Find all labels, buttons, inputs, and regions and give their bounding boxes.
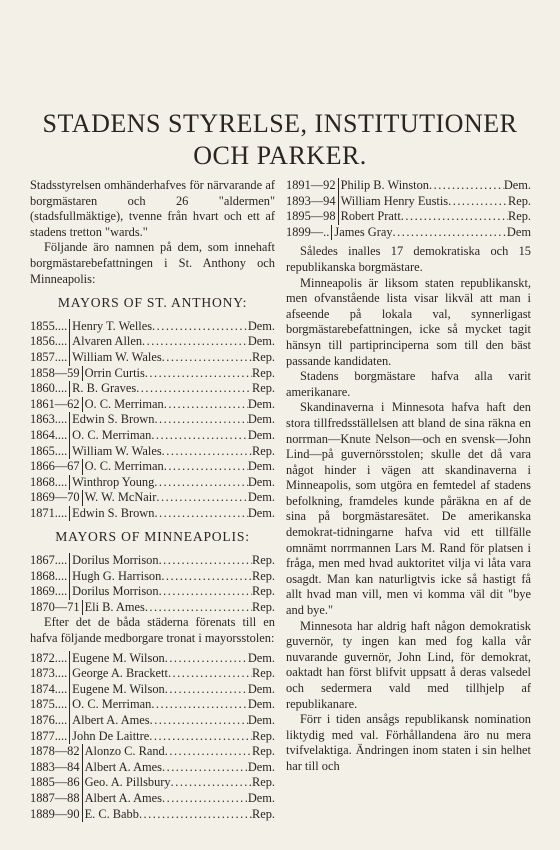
mayor-name: William W. Wales	[72, 443, 162, 458]
mayor-name: Henry T. Welles	[72, 318, 153, 333]
paragraph-americans: Stadens borgmästare hafva alla varit amerikanare.	[286, 369, 531, 399]
leader-dots	[149, 729, 252, 745]
mayor-party: Dem.	[247, 505, 275, 520]
leader-dots	[393, 225, 507, 241]
recent-mayor-list	[286, 178, 531, 240]
mayor-party: Dem.	[247, 459, 275, 474]
mayor-year: 1866—67	[30, 459, 80, 474]
mayor-name: Hugh G. Harrison	[72, 568, 162, 583]
mayor-year: 1893—94	[286, 193, 336, 208]
leader-dots	[429, 178, 504, 194]
paragraph-nomination: Förr i tiden ansågs republikansk nomination liktydig med val. Förhållandena äro nu mera tvifvelaktiga. Ändringen inom staten i sin helhet har till och	[286, 712, 531, 773]
leader-dots	[152, 319, 248, 335]
leader-dots	[162, 350, 252, 366]
mayor-row	[30, 381, 275, 397]
mayor-year: 1865....	[30, 443, 68, 458]
mayor-row	[30, 584, 275, 600]
mayor-year: 1891—92	[286, 178, 336, 192]
mayor-row	[30, 775, 275, 791]
mayor-name: Eugene M. Wilson	[72, 681, 165, 696]
mayor-year: 1868....	[30, 568, 68, 583]
mayor-year: 1895—98	[286, 209, 336, 224]
mayor-year: 1877....	[30, 728, 68, 743]
mayor-row	[30, 334, 275, 350]
mayor-row	[286, 225, 531, 241]
mayor-year: 1889—90	[30, 806, 80, 821]
mayor-row	[30, 490, 275, 506]
mayor-name: O. C. Merriman	[84, 459, 164, 474]
mayor-row	[30, 553, 275, 569]
leader-dots	[165, 682, 248, 698]
mayor-row	[286, 209, 531, 225]
mayor-name: Albert A. Ames	[72, 713, 150, 727]
mayor-name: John De Laittre	[72, 728, 150, 743]
mayor-year: 1863....	[30, 412, 68, 427]
mayor-name: E. C. Babb	[84, 806, 139, 821]
mayor-row	[30, 651, 275, 667]
mayor-year: 1876....	[30, 713, 68, 727]
mayor-party: Dem.	[247, 697, 275, 712]
mayor-row	[30, 397, 275, 413]
leader-dots	[401, 209, 508, 225]
mayor-name: O. C. Merriman	[84, 396, 164, 411]
mayor-name: George A. Brackett	[72, 666, 168, 681]
leader-dots	[154, 412, 247, 428]
mayor-row	[30, 744, 275, 760]
leader-dots	[164, 459, 248, 475]
mayor-year: 1875....	[30, 697, 68, 712]
mayor-party: Rep.	[251, 568, 275, 583]
mayor-name: Geo. A. Pillsbury	[84, 775, 171, 790]
mayor-row	[30, 729, 275, 745]
mayor-party: Rep.	[251, 666, 275, 681]
leader-dots	[142, 334, 248, 350]
minneapolis-heading: MAYORS OF MINNEAPOLIS:	[55, 529, 250, 545]
mayor-year: 1857....	[30, 349, 68, 364]
mayor-name: Albert A. Ames	[84, 790, 162, 805]
left-column	[30, 178, 275, 822]
mayor-row	[30, 428, 275, 444]
mayor-party: Dem.	[247, 681, 275, 696]
mayor-row	[286, 194, 531, 210]
mayor-row	[30, 475, 275, 491]
mayor-row	[30, 412, 275, 428]
mayor-year: 1899—..	[286, 224, 330, 239]
mayor-year: 1867....	[30, 553, 68, 568]
leader-dots	[162, 791, 248, 807]
leader-dots	[448, 194, 508, 210]
mayor-party: Dem.	[247, 490, 275, 505]
mayor-party: Rep.	[251, 349, 275, 364]
mayor-row	[30, 459, 275, 475]
mayor-party: Rep.	[251, 775, 275, 790]
mayor-year: 1868....	[30, 474, 68, 489]
leader-dots	[161, 569, 252, 585]
leader-dots	[159, 584, 252, 600]
mayor-party: Dem.	[503, 178, 531, 192]
leader-dots	[164, 397, 248, 413]
leader-dots	[156, 490, 247, 506]
mayor-name: Philip B. Winston	[340, 178, 429, 192]
mayor-year: 1885—86	[30, 775, 80, 790]
title-line-1: STADENS STYRELSE, INSTITUTIONER	[42, 109, 518, 138]
mayor-row	[30, 366, 275, 382]
page-title	[0, 108, 560, 172]
mayor-party: Rep.	[251, 381, 275, 396]
leader-dots	[168, 666, 252, 682]
mayor-party: Dem.	[247, 759, 275, 774]
mayor-row	[30, 666, 275, 682]
leader-dots	[145, 600, 252, 616]
mayor-name: Dorilus Morrison	[72, 553, 159, 568]
leader-dots	[150, 713, 248, 729]
mayor-row	[30, 682, 275, 698]
mayor-year: 1869—70	[30, 490, 80, 505]
paragraph-governor: Minnesota har aldrig haft någon demokratisk guvernör, ty ingen kan med fog kalla vår nuvarande guvernör, John Lind, för demokrat, oaktadt han först blifvit uppsatt å deras valsedel och sedermera vald med tillhjelp af republikanare.	[286, 618, 531, 711]
mayor-name: Edwin S. Brown	[72, 412, 155, 427]
paragraph-republican: Minneapolis är liksom staten republikanskt, men ofvanstående lista visar likväl att man i afseende på lokala val, synnerligast borgmästarebefattningen, icke så mycket tagit hänsyn till partiprinciperna som till den bäst passande kandidaten.	[286, 275, 531, 368]
mayor-name: Robert Pratt	[340, 209, 401, 224]
mayor-name: W. W. McNair	[84, 490, 157, 505]
st-anthony-mayor-list	[30, 319, 275, 522]
mayor-name: Alvaren Allen	[72, 334, 143, 349]
mayor-party: Dem.	[247, 713, 275, 727]
mayor-year: 1861—62	[30, 396, 80, 411]
mayor-name: Alonzo C. Rand	[84, 744, 165, 759]
mayor-year: 1883—84	[30, 759, 80, 774]
leader-dots	[151, 697, 247, 713]
leader-dots	[162, 760, 248, 776]
title-line-2: OCH PARKER.	[193, 141, 367, 170]
mayor-year: 1870—71	[30, 599, 80, 614]
intro-paragraph-2: Följande äro namnen på dem, som innehaft borgmästarebefattningen i St. Anthony och Minneapolis:	[30, 240, 275, 286]
mayor-party: Dem.	[247, 427, 275, 442]
mayor-name: William W. Wales	[72, 349, 162, 364]
mayor-party: Rep.	[251, 365, 275, 380]
mayor-party: Dem.	[247, 318, 275, 333]
leader-dots	[154, 506, 247, 522]
leader-dots	[145, 366, 252, 382]
right-column	[286, 178, 531, 775]
leader-dots	[139, 807, 252, 823]
mayor-row	[30, 791, 275, 807]
mayor-party: Dem.	[247, 396, 275, 411]
mayor-year: 1874....	[30, 681, 68, 696]
intro-paragraph-1: Stadsstyrelsen omhänderhafves för närvarande af borgmästaren och 26 "aldermen" (stadsfullmäktige), tvenne från hvart och ett af stadens tretton "wards."	[30, 178, 275, 239]
mayor-party: Rep.	[251, 599, 275, 614]
mayor-party: Rep.	[251, 584, 275, 599]
mayor-year: 1855....	[30, 318, 68, 333]
mayor-name: Eugene M. Wilson	[72, 650, 165, 665]
mayor-name: Winthrop Young	[72, 474, 155, 489]
leader-dots	[151, 428, 247, 444]
mayor-row	[30, 319, 275, 335]
leader-dots	[162, 444, 252, 460]
mayor-row	[30, 697, 275, 713]
mayor-party: Rep.	[507, 209, 531, 224]
mayor-year: 1869....	[30, 584, 68, 599]
leader-dots	[165, 744, 252, 760]
mayor-year: 1856....	[30, 334, 68, 349]
mayor-year: 1864....	[30, 427, 68, 442]
mayor-year: 1887—88	[30, 790, 80, 805]
mayor-name: Albert A. Ames	[84, 759, 162, 774]
leader-dots	[154, 475, 248, 491]
mayor-row	[30, 506, 275, 522]
mayor-name: Eli B. Ames	[84, 599, 145, 614]
mayor-year: 1873....	[30, 666, 68, 681]
mayor-name: Edwin S. Brown	[72, 505, 155, 520]
paragraph-totals: Således inalles 17 demokratiska och 15 republikanska borgmästare.	[286, 244, 531, 274]
mayor-party: Rep.	[251, 553, 275, 568]
mayor-name: O. C. Merriman	[72, 697, 152, 712]
mayor-party: Rep.	[251, 443, 275, 458]
mayor-name: Dorilus Morrison	[72, 584, 159, 599]
united-mayor-list	[30, 651, 275, 823]
mayor-row	[30, 760, 275, 776]
st-anthony-heading: MAYORS OF ST. ANTHONY:	[57, 295, 248, 311]
mayor-party: Dem.	[247, 412, 275, 427]
leader-dots	[136, 381, 252, 397]
mayor-party: Rep.	[251, 744, 275, 759]
mayor-party: Rep.	[507, 193, 531, 208]
mayor-name: Orrin Curtis	[84, 365, 145, 380]
mayor-year: 1872....	[30, 650, 68, 665]
mayor-year: 1858—59	[30, 365, 80, 380]
mayor-row	[30, 350, 275, 366]
leader-dots	[159, 553, 252, 569]
paragraph-scandinavians: Skandinaverna i Minnesota hafva haft den stora tillfredsställelsen att bland de sina räkna en norrman—Knute Nelson—och en svensk—John Lind—på guvernörsstolen; skulle det då vara något hinder i vägen att skandinaverna i Minneapolis, som utgöra en femtedel af stadens befolkning, framdeles kunde påräkna en af de sina på borgmästaresätet. De amerikanska demokrat-tidningarne hafva vid ett tillfälle omnämt norrmannen Lars M. Rand för platsen i fråga, men med hvad auktoritet vilja vi låta vara osagdt. Man kan naturligtvis icke så hastigt få allt hvad man vill, men vi komma väl dit "bye and bye."	[286, 400, 531, 618]
mayor-name: William Henry Eustis	[340, 193, 449, 208]
mayor-party: Dem.	[247, 650, 275, 665]
minneapolis-mayor-list	[30, 553, 275, 615]
mayor-party: Dem.	[247, 334, 275, 349]
mayor-row	[286, 178, 531, 194]
mayor-party: Rep.	[251, 806, 275, 821]
mayor-row	[30, 807, 275, 823]
united-city-paragraph: Efter det de båda städerna förenats till en hafva följande medborgare tronat i mayorsstolen:	[30, 615, 275, 646]
mayor-name: James Gray	[334, 224, 393, 239]
mayor-year: 1878—82	[30, 744, 80, 759]
mayor-name: R. B. Graves	[72, 381, 137, 396]
mayor-row	[30, 600, 275, 616]
mayor-party: Rep.	[251, 728, 275, 743]
leader-dots	[171, 775, 252, 791]
mayor-row	[30, 713, 275, 729]
mayor-year: 1860....	[30, 381, 68, 396]
mayor-row	[30, 569, 275, 585]
mayor-name: O. C. Merriman	[72, 427, 152, 442]
mayor-party: Dem.	[247, 474, 275, 489]
mayor-party: Dem.	[247, 790, 275, 805]
mayor-year: 1871....	[30, 505, 68, 520]
mayor-party: Dem	[506, 224, 531, 239]
leader-dots	[165, 651, 248, 667]
mayor-row	[30, 444, 275, 460]
